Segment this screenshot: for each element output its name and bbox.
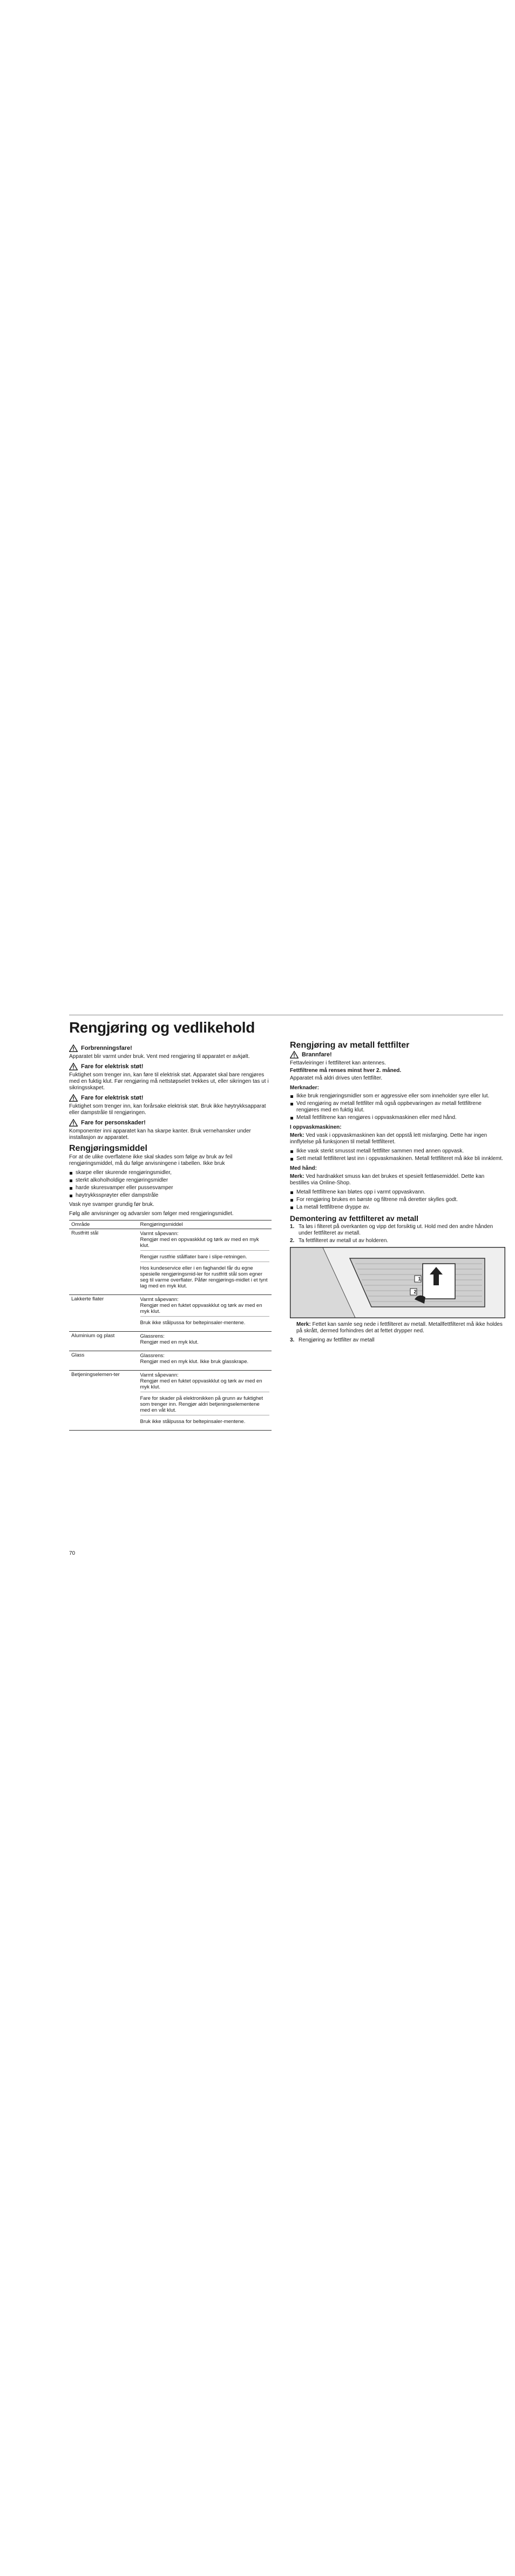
- section-heading-cleaning-agents: Rengjøringsmiddel: [69, 1144, 147, 1153]
- step-text: Ta fettfilteret av metall ut av holderen.: [299, 1238, 389, 1244]
- list-item: sterkt alkoholholdige rengjøringsmidler: [69, 1177, 272, 1184]
- list-item: Ikke bruk rengjøringsmidler som er aggressive eller som inneholder syre eller lut.: [290, 1093, 503, 1100]
- table-cell-item: Glassrens: Rengjør med en myk klut.: [140, 1333, 199, 1345]
- table-cell-area: Glass: [69, 1351, 138, 1371]
- list-item: Metall fettfiltrene kan bløtes opp i varmt oppvaskvann.: [290, 1189, 503, 1196]
- list-item: skarpe eller skurende rengjøringsmidler,: [69, 1170, 272, 1176]
- warning-triangle-icon: [290, 1051, 299, 1058]
- warning-triangle-icon: [69, 1119, 78, 1127]
- dishwasher-heading: I oppvaskmaskinen:: [290, 1124, 342, 1130]
- merk-note: [290, 1132, 503, 1145]
- dishwasher-list: [290, 1148, 503, 1162]
- wash-note: Vask nye svamper grundig før bruk.: [69, 1202, 154, 1208]
- merk-note: [290, 1321, 503, 1334]
- table-cell-area: Aluminium og plast: [69, 1332, 138, 1351]
- merk-label: Merk:: [290, 1132, 304, 1138]
- list-item: Ved rengjøring av metall fettfilter må også oppbevaringen av metall fettfiltrene rengjøres med en fuktig klut.: [290, 1101, 503, 1114]
- table-cell-item: Fare for skader på elektronikken på grunn av fuktighet som trenger inn. Rengjør aldri betjeningselementene med en våt klut.: [140, 1395, 270, 1415]
- warning-text-2: Apparatet må aldri drives uten fettfilter.: [290, 1075, 383, 1081]
- left-column: [69, 1042, 272, 1434]
- list-item: Ikke vask sterkt smussst metall fettfilter sammen med annen oppvask.: [290, 1148, 503, 1155]
- table-cell-area: Lakkerte flater: [69, 1295, 138, 1332]
- list-item: høytrykkssprøyter eller dampstråle: [69, 1192, 272, 1199]
- warning-text: Komponenter inni apparatet kan ha skarpe kanter. Bruk vernehansker under installasjon av apparatet.: [69, 1128, 251, 1141]
- warning-title: Forbrenningsfare!: [81, 1045, 132, 1051]
- figure-label-2: 2: [414, 1289, 417, 1294]
- table-cell-item: Bruk ikke stålpussa for beltepinsaler-mentene.: [140, 1419, 246, 1425]
- warning-title: Fare for elektrisk støt!: [81, 1095, 144, 1101]
- table-cell-agent: [138, 1229, 272, 1295]
- cleaning-table: [69, 1220, 272, 1431]
- do-not-use-list: [69, 1170, 272, 1199]
- table-cell-agent: [138, 1295, 272, 1332]
- table-cell-agent: [138, 1351, 272, 1371]
- warning-title: Fare for elektrisk støt!: [81, 1063, 144, 1070]
- hand-heading: Med hånd:: [290, 1165, 317, 1171]
- warning-shock-2: [69, 1094, 272, 1102]
- merk-label: Merk:: [290, 1174, 304, 1179]
- warning-burn: [69, 1044, 272, 1052]
- step-text: Rengjøring av fettfilter av metall: [299, 1337, 375, 1343]
- figure-label-1: 1: [418, 1276, 421, 1282]
- page-number: 70: [69, 1550, 76, 1556]
- warning-text: Fettavleiringer i fettfilteret kan antennes.: [290, 1060, 386, 1066]
- warning-shock-1: [69, 1063, 272, 1070]
- list-item: Sett metall fettfilteret løst inn i oppvaskmaskinen. Metall fettfilteret må ikke bli innklemt.: [290, 1156, 503, 1162]
- warning-text: Fuktighet som trenger inn, kan forårsake elektrisk støt. Bruk ikke høytrykksapparat eller dampstråle til rengjøringen.: [69, 1103, 266, 1116]
- removal-steps-continued: [290, 1337, 503, 1344]
- follow-note: Følg alle anvisninger og advarsler som følger med rengjøringsmidlet.: [69, 1211, 234, 1217]
- table-cell-item: Rengjør rustfrie stålflater bare i slipe-retningen.: [140, 1253, 270, 1262]
- step-text: Ta løs i filteret på overkanten og vipp det forsiktig ut. Hold med den andre hånden under fettfilteret av metall.: [299, 1224, 493, 1236]
- list-item: Metall fettfiltrene kan rengjøres i oppvaskmaskinen eller med hånd.: [290, 1115, 503, 1121]
- merk-text: Ved vask i oppvaskmaskinen kan det oppstå lett misfarging. Dette har ingen innflytelse på funksjonen til metall fettfilteret.: [290, 1132, 487, 1145]
- table-cell-item: Varmt såpevann: Rengjør med en fuktet oppvaskklut og tørk av med en myk klut.: [140, 1372, 270, 1392]
- warning-triangle-icon: [69, 1094, 78, 1102]
- table-cell-agent: [138, 1371, 272, 1431]
- warning-title: Fare for personskader!: [81, 1120, 146, 1126]
- warning-text: Apparatet blir varmt under bruk. Vent med rengjøring til apparatet er avkjølt.: [69, 1054, 250, 1060]
- step-item: [290, 1238, 503, 1244]
- list-item: For rengjøring brukes en børste og filtrene må deretter skylles godt.: [290, 1197, 503, 1203]
- table-cell-agent: [138, 1332, 272, 1351]
- warning-fire: [290, 1051, 503, 1058]
- warning-title: Brannfare!: [302, 1051, 332, 1058]
- warning-triangle-icon: [69, 1044, 78, 1052]
- table-row: [69, 1351, 272, 1371]
- page-title: Rengjøring og vedlikehold: [69, 1019, 255, 1036]
- table-row: [69, 1295, 272, 1332]
- warning-injury: [69, 1119, 272, 1127]
- hand-list: [290, 1189, 503, 1211]
- table-row: [69, 1371, 272, 1431]
- merk-text: Fettet kan samle seg nede i fettfilteret av metall. Metallfettfilteret må ikke holdes på skrått, dermed forhindres det at fettet drypper ned.: [296, 1321, 503, 1334]
- section-heading-removal: Demontering av fettfilteret av metall: [290, 1214, 419, 1223]
- table-cell-item: Varmt såpevann: Rengjør med en oppvaskklut og tørk av med en myk klut.: [140, 1230, 270, 1251]
- warning-triangle-icon: [69, 1063, 78, 1070]
- step-number: 1.: [290, 1224, 295, 1230]
- filter-illustration-drawing: [290, 1247, 505, 1318]
- section-heading-filter-cleaning: Rengjøring av metall fettfilter: [290, 1041, 410, 1050]
- merk-text: Ved hardnakket smuss kan det brukes et spesielt fettløsemiddel. Dette kan bestilles via Online-Shop.: [290, 1174, 485, 1186]
- step-item: [290, 1224, 503, 1237]
- filter-removal-illustration: [290, 1247, 505, 1318]
- table-cell-area: Betjeningselemen-ter: [69, 1371, 138, 1431]
- right-column: [290, 1042, 503, 1346]
- list-item: harde skuresvamper eller pussesvamper: [69, 1185, 272, 1191]
- notes-list: [290, 1093, 503, 1121]
- table-header-agent: Rengjøringsmiddel: [138, 1220, 272, 1229]
- table-cell-item: Bruk ikke stålpussa for beltepinsaler-mentene.: [140, 1320, 246, 1326]
- step-number: 3.: [290, 1337, 295, 1343]
- merk-label: Merk:: [296, 1321, 311, 1327]
- warning-text: Fuktighet som trenger inn, kan føre til elektrisk støt. Apparatet skal bare rengjøres med en fuktig klut. Før rengjøring må nettstøpselet trekkes ut, eller sikringen tas ut i sikringsskapet.: [69, 1072, 269, 1091]
- interval-notice: Fettfiltrene må renses minst hver 2. måned.: [290, 1068, 402, 1074]
- merk-note: [290, 1174, 503, 1186]
- table-cell-item: Glassrens: Rengjør med en myk klut. Ikke bruk glasskrape.: [140, 1353, 249, 1365]
- removal-steps: [290, 1224, 503, 1244]
- step-item: [290, 1337, 503, 1344]
- table-row: [69, 1229, 272, 1295]
- intro-text: For at de ulike overflatene ikke skal skades som følge av bruk av feil rengjøringsmiddel, må du følge anvisningene i tabellen. Ikke bruk: [69, 1154, 233, 1166]
- table-cell-area: Rustfritt stål: [69, 1229, 138, 1295]
- list-item: La metall fettfiltrene dryppe av.: [290, 1204, 503, 1211]
- table-row: [69, 1332, 272, 1351]
- table-header-area: Område: [69, 1220, 138, 1229]
- table-cell-item: Varmt såpevann: Rengjør med en fuktet oppvaskklut og tørk av med en myk klut.: [140, 1296, 270, 1317]
- table-cell-item: Hos kundeservice eller i en faghandel får du egne spesielle rengjøringsmid-ler for rustfritt stål som egner seg til varme overflater. Påfør rengjørings-midlet i et tynt lag med en myk klut.: [140, 1265, 268, 1289]
- notes-heading: Merknader:: [290, 1085, 319, 1091]
- step-number: 2.: [290, 1238, 295, 1244]
